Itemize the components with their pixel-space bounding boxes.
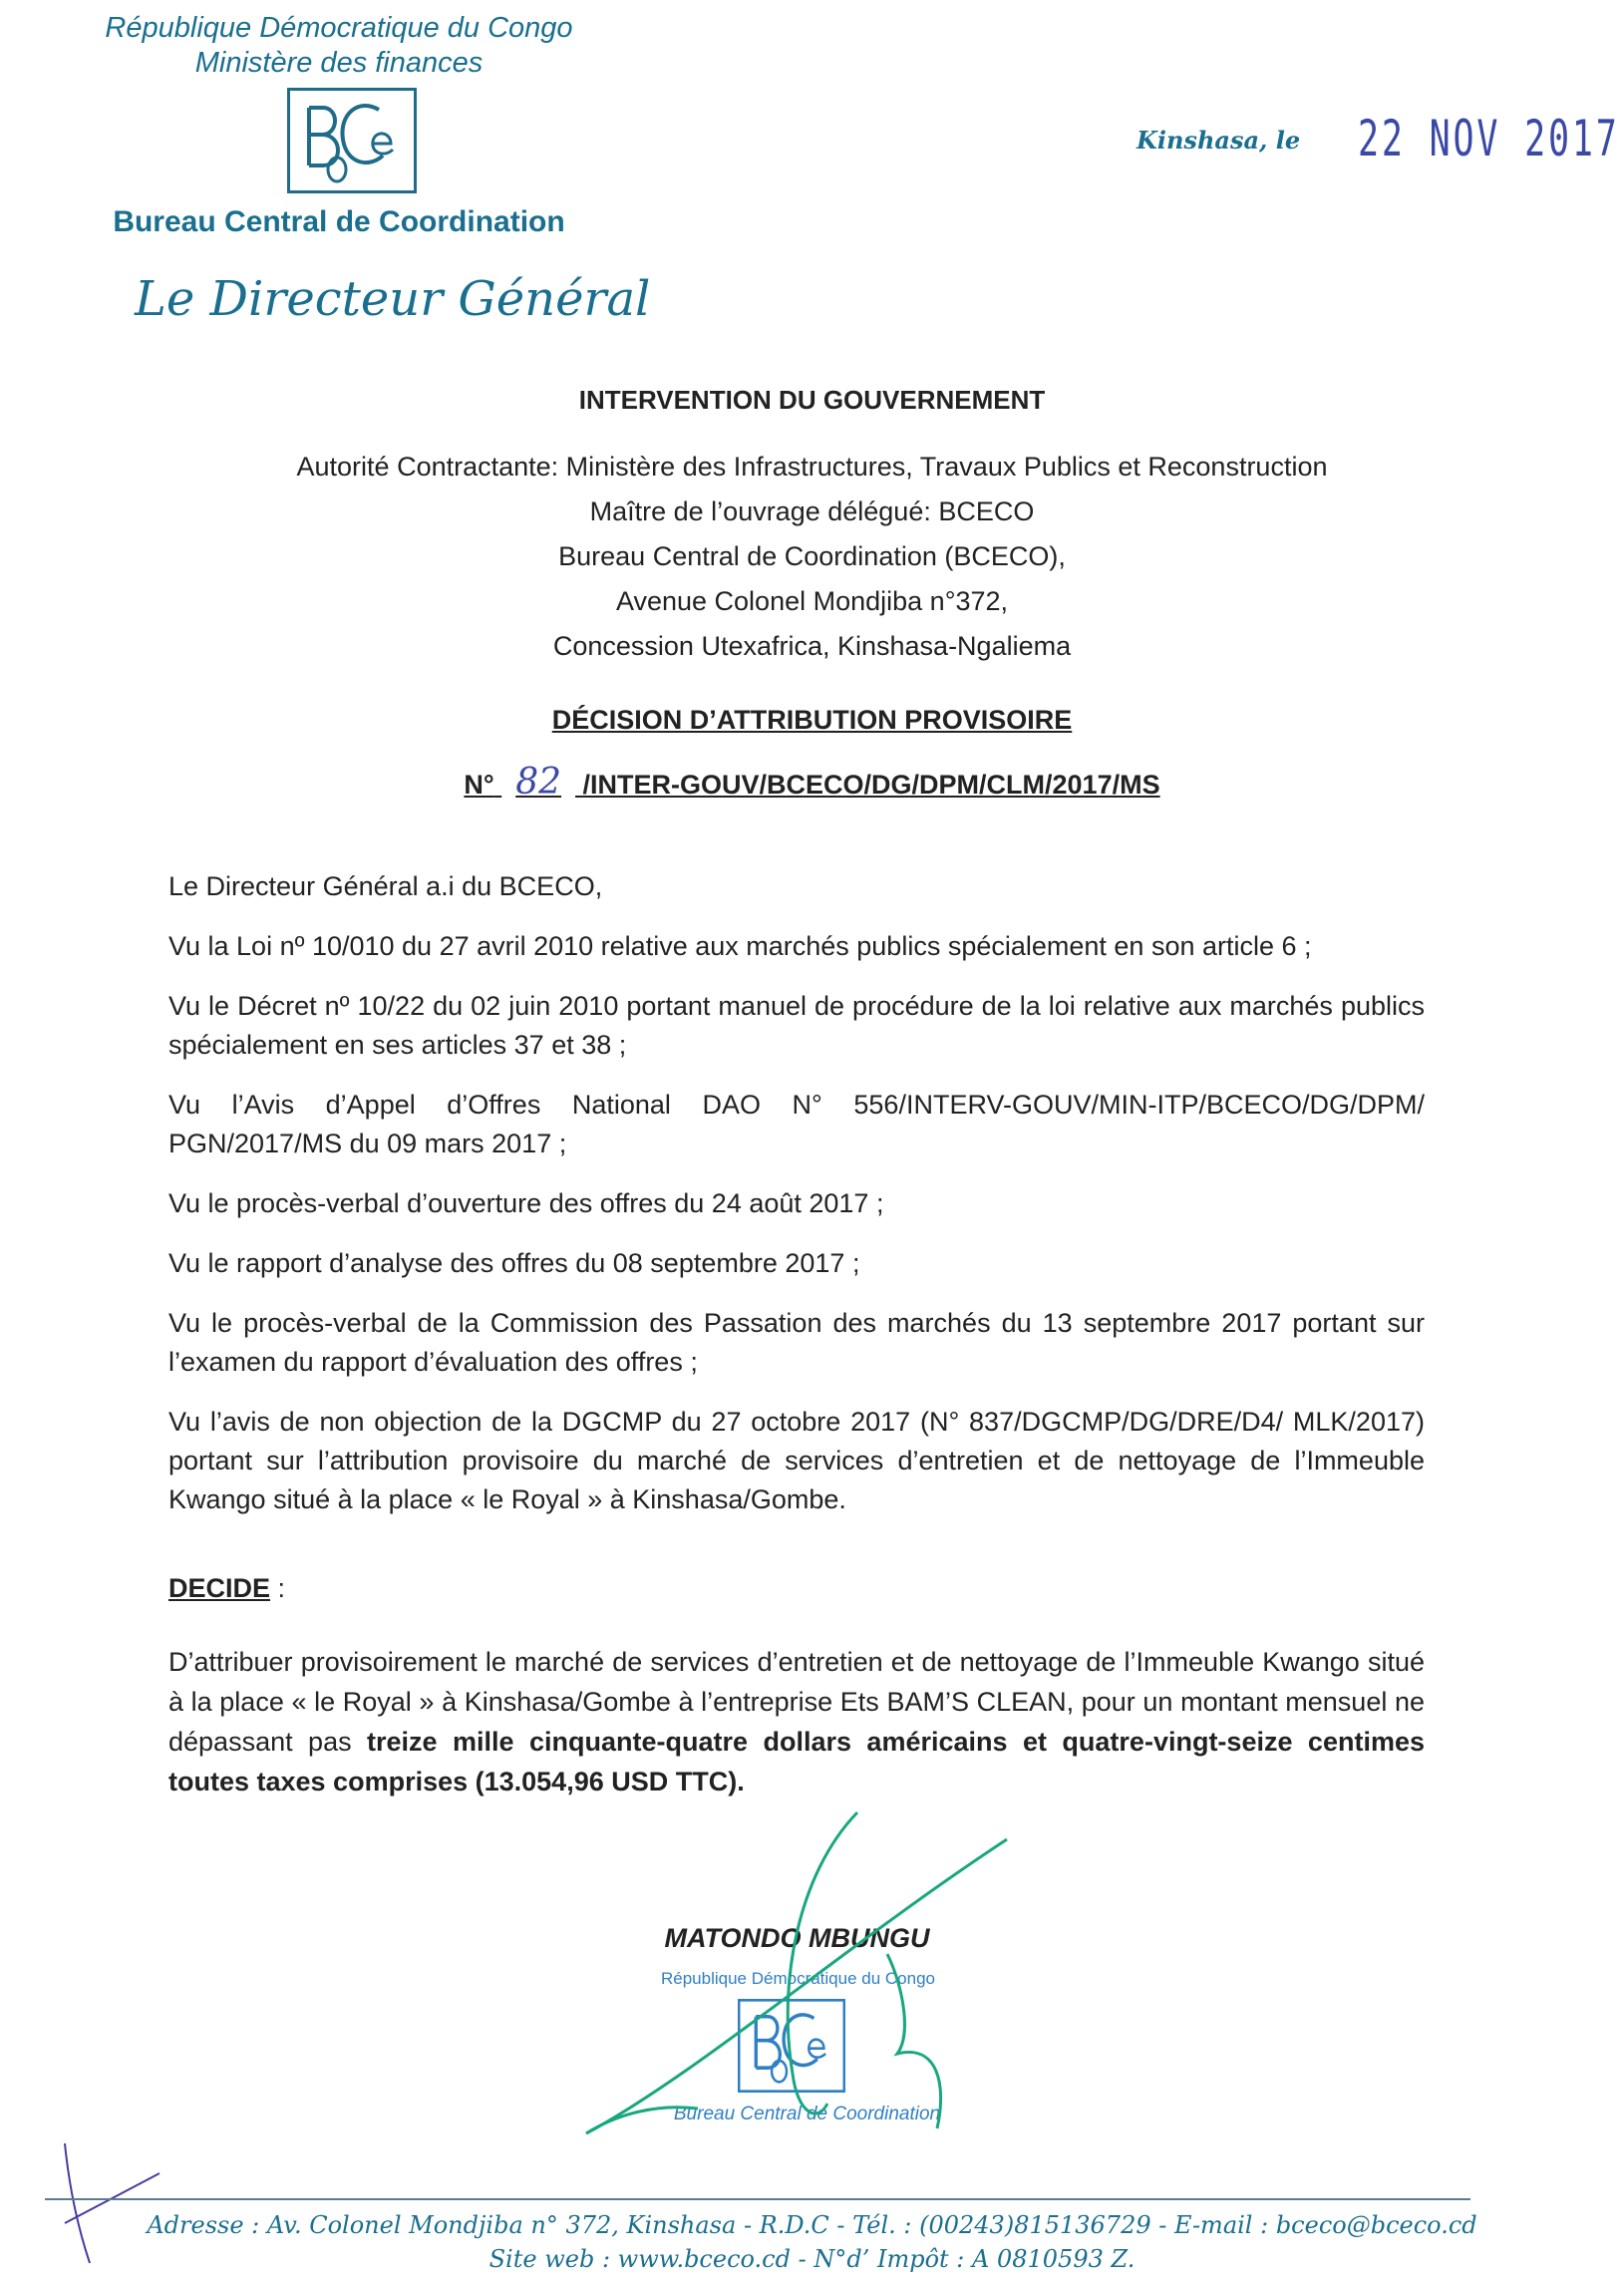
heading-authority-block	[0, 445, 1624, 669]
footer-divider	[45, 2198, 1470, 2200]
heading-line: Autorité Contractante: Ministère des Infrastructures, Travaux Publics et Reconstruction	[296, 452, 1328, 482]
decision-paragraph	[168, 1642, 1425, 1801]
intro: Le Directeur Général a.i du BCECO,	[168, 871, 603, 901]
footer-website: Site web : www.bceco.cd - N°d’ Impôt : A 0810593 Z.	[488, 2245, 1136, 2273]
decide-colon: :	[270, 1573, 286, 1603]
heading-title: INTERVENTION DU GOUVERNEMENT	[578, 385, 1046, 415]
bceco-logo	[287, 88, 417, 193]
stamp-top: République Démocratique du Congo	[660, 1969, 935, 1988]
consideration: Vu le Décret nº 10/22 du 02 juin 2010 portant manuel de procédure de la loi relative aux marchés publics spécialement en ses articles 37 et 38 ;	[168, 991, 1425, 1060]
heading-line: Maître de l’ouvrage délégué: BCECO	[589, 496, 1035, 526]
letterhead-bureau: Bureau Central de Coordination	[113, 205, 565, 238]
footer-address: Adresse : Av. Colonel Mondjiba n° 372, Kinshasa - R.D.C - Tél. : (00243)815136729 - E-mail : bceco@bceco.cd	[147, 2211, 1477, 2239]
letterhead-ministry: Ministère des finances	[194, 47, 484, 79]
heading-line: Bureau Central de Coordination (BCECO),	[558, 541, 1066, 571]
decision-number	[0, 762, 1624, 803]
decide-heading	[168, 1569, 1425, 1608]
consideration: Vu l’avis de non objection de la DGCMP du 27 octobre 2017 (N° 837/DGCMP/DG/DRE/D4/ MLK/2017) portant sur l’attribution provisoire du marché de services d’entretien et de nettoyage de l’Immeuble Kwango situé à la place « le Royal » à Kinshasa/Gombe.	[168, 1407, 1425, 1514]
consideration: Vu le procès-verbal de la Commission des Passation des marchés du 13 septembre 2017 portant sur l’examen du rapport d’évaluation des offres ;	[168, 1308, 1425, 1377]
stamp-logo	[738, 1999, 845, 2093]
consideration: Vu l’Avis d’Appel d’Offres National DAO N° 556/INTERV-GOUV/MIN-ITP/BCECO/DG/DPM/ PGN/2017/MS du 09 mars 2017 ;	[168, 1090, 1425, 1158]
consideration: Vu le procès-verbal d’ouverture des offres du 24 août 2017 ;	[168, 1188, 884, 1218]
heading-line: Avenue Colonel Mondjiba n°372,	[615, 586, 1009, 616]
consideration: Vu le rapport d’analyse des offres du 08 septembre 2017 ;	[168, 1248, 860, 1278]
signatory-name: MATONDO MBUNGU	[664, 1923, 930, 1953]
date-place: Kinshasa, le	[1137, 126, 1301, 155]
decision-title: DÉCISION D’ATTRIBUTION PROVISOIRE	[551, 705, 1073, 735]
consideration: Vu la Loi nº 10/010 du 27 avril 2010 relative aux marchés publics spécialement en son article 6 ;	[168, 931, 1312, 961]
decision-number-suffix: /INTER-GOUV/BCECO/DG/DPM/CLM/2017/MS	[582, 770, 1160, 800]
decide-label: DECIDE	[168, 1573, 271, 1603]
letterhead-director-title: Le Directeur Général	[135, 271, 651, 327]
decision-number-handwritten: 82	[515, 762, 562, 803]
date-stamp: 22 NOV 2017	[1358, 110, 1620, 167]
decision-body	[168, 867, 1425, 1822]
decision-number-prefix: N°	[464, 770, 494, 800]
decision-text: D’attribuer provisoirement le marché de services d’entretien et de nettoyage de l’Immeuble Kwango situé à la place « le Royal » à Kinshasa/Gombe à l’entreprise Ets BAM’S CLEAN, pour un montant mensuel ne dépassant pas	[168, 1647, 1425, 1757]
decision-amount: treize mille cinquante-quatre dollars américains et quatre-vingt-seize centimes toutes taxes comprises (13.054,96 USD TTC).	[168, 1727, 1425, 1796]
heading-line: Concession Utexafrica, Kinshasa-Ngaliema	[552, 631, 1072, 661]
letterhead-country: République Démocratique du Congo	[105, 12, 573, 44]
stamp-bottom: Bureau Central de Coordination	[673, 2104, 941, 2124]
